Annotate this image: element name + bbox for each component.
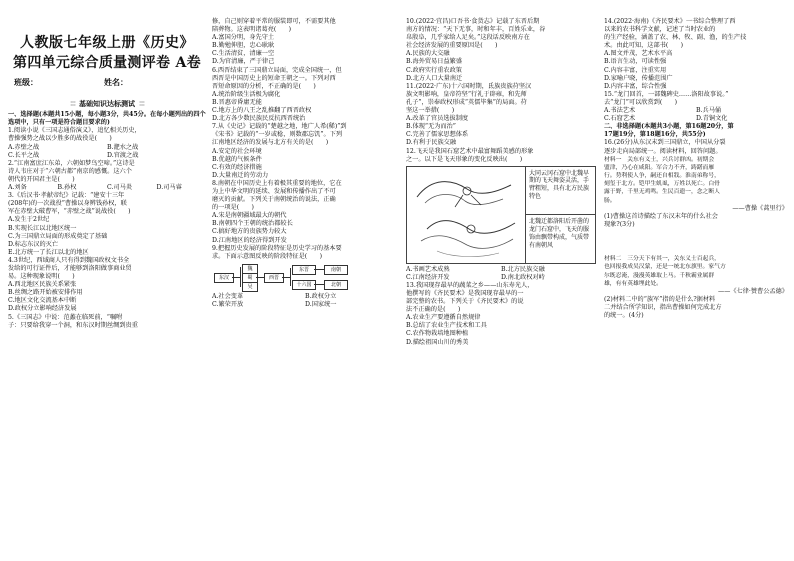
q2-options (8, 184, 206, 192)
material-line: 雄，有有英雄埋此处。 (604, 280, 662, 287)
material-line: 也回报我成吴汉蒙，还是一统北东旗里。家气方 (604, 264, 726, 271)
q7-line: 7.从《史记》记载的“楚越之地，地广人希(稀)”到 (212, 123, 347, 131)
q11-line: 族文明影响，皇帝符坚“行礼于辟雍，和先师 (406, 90, 527, 98)
q7-line: 《宋书》记载的“一岁或稔，则数郡忘饥”。下列 (212, 131, 343, 139)
flying-apsara-image (407, 167, 526, 263)
q12-options (406, 266, 596, 282)
answer-space[interactable] (604, 229, 788, 255)
material-1 (604, 156, 788, 205)
option: D.官渡之战 (107, 151, 139, 159)
q8-line: 为上中华文明的延续、发展和传播作出了不可 (212, 187, 336, 195)
material-line: 刻玺于北方。铠甲生虮虱，万姓以死亡。白骨 (604, 181, 720, 188)
q13-line: 部完整的农书。下列关于《齐民要术》的说 (406, 298, 524, 306)
q12-line: 12.飞天是我国石窟艺术中最富舞蹈美感的形象 (406, 147, 534, 155)
flow-box: 东汉 (214, 273, 234, 283)
q10-line: 10.(2022·宜昌)口吾书·食货志》记载了东晋后期 (406, 18, 540, 25)
option: C.为三国鼎立局面的形成奠定了基础 (8, 232, 108, 240)
option: D.内容丰富，综合性强 (604, 82, 667, 90)
flow-box: 十六国 (292, 280, 316, 290)
option: D.司马睿 (156, 184, 182, 192)
q10-line: 南方的情况：“天下无事，时和年丰，百姓乐业，谷 (406, 26, 546, 34)
q5-options (212, 34, 398, 66)
column-3 (406, 18, 596, 347)
flow-box: 北朝 (324, 280, 348, 290)
q12-figure (406, 166, 596, 264)
option: B.实现长江以北地区统一 (8, 224, 77, 232)
option: C.石窟艺术 (604, 115, 636, 123)
option: D.北方各少数民族民反抗西晋统治 (212, 115, 306, 123)
q2-line: 2.“江南富庶江东弟，六朝如梦鸟空啼。”这诗是 (8, 159, 135, 167)
column-2 (212, 18, 398, 309)
q16-2-line: 二并结合所学知识，指出曹操如何完成北方 (604, 304, 722, 312)
q15-options (604, 107, 788, 123)
flow-box: 西晋 (264, 273, 284, 283)
option: B.政权分立 (305, 292, 337, 300)
caption-yungang: 大同云冈石窟中北魏早期的飞天舞姿灵活，手臂粗短，具有北方民族特色 (526, 167, 595, 216)
q16-1-line: (1)曹操这首诗描绘了东汉末年的什么社会 (604, 212, 718, 220)
part2-title: 二、非选择题(本题共3小题，第16题20分，第 (604, 123, 734, 131)
q13-options (406, 314, 596, 346)
option: B.孙权 (57, 184, 77, 192)
q6-line: 西晋是中国历史上的短命王朝之一。下列对西 (212, 74, 336, 82)
option: A.赤壁之战 (8, 143, 40, 151)
q14-line: 术。由此可知，这部书( ) (604, 42, 684, 50)
q4-line: 发给的可行证件后，才能够到洛阳做事商业贸 (8, 264, 132, 272)
option: D.国家统一 (305, 300, 337, 308)
option: B.南朝四个王朝的统治都较长 (212, 220, 293, 228)
option: A.民族的大交融 (406, 50, 450, 58)
material-line: 盟津，乃心在咸阳。军合力不齐，踌躇而雁 (604, 164, 715, 171)
option: C.繁荣开放 (212, 300, 244, 308)
option: C.农作物栽培地图种植 (406, 330, 469, 338)
flow-box: 魏 (242, 264, 258, 274)
q2-line: 诗人韦庄对于“六朝古都”南京的感慨。这六个 (8, 167, 132, 175)
option: C.内容丰富，注重实用 (604, 66, 667, 74)
q14-line: 的生产经验，涵盖了农、林、牧、副、渔，的生产技 (604, 34, 747, 42)
q10-line: 帛殷阜，几乎家给人足矣。”这段话反映南方在 (406, 34, 530, 42)
q6-line: 晋短命原因的分析，不正确的是( ) (212, 82, 316, 90)
student-info (8, 78, 206, 86)
q8-line: 磨灭的贡献。下列关于南朝统治的说法，正确 (212, 196, 336, 204)
option: B.勤勉伸胆，忠心耿耿 (212, 42, 275, 50)
q16-line: 16.(26分)从东汉末到三国鼎立，中国从分裂 (604, 139, 726, 147)
option: A.农业生产要遵循自然规律 (406, 314, 481, 322)
flow-box: 蜀 (242, 273, 258, 283)
q16-line: 逐步走向局部统一。阅读材料，回答问题。 (604, 147, 722, 155)
option: D.南北政权对峙 (501, 273, 545, 281)
option: D.描绘祖国山川的秀美 (406, 338, 469, 346)
q11-line: 11.(2022·广东)十六国时期，氐族贵族苻坚汉 (406, 82, 532, 90)
option: B.优越的气候条件 (212, 155, 262, 163)
q3-options (8, 216, 206, 256)
option: A.刘备 (8, 184, 27, 192)
q15-line: 去“龙门”可以欣赏到( ) (604, 98, 678, 106)
q1-options (8, 144, 206, 160)
exam-title-line1: 人教版七年级上册《历史》 (20, 35, 194, 51)
material-line: 材料一 关东有义士，兴兵讨群凶。初期会 (604, 156, 715, 163)
q5-line: 陪葬物。这表明诸葛亮( ) (212, 26, 292, 34)
q13-line: 13.我国现存最早的蔬菜之乡——山东寿光人， (406, 281, 534, 289)
caption-longmen: 北魏迁都洛阳后开凿的龙门石窟中，飞天的服饰由飘带构成，气质带有南朝风 (529, 218, 590, 249)
section-title: ∶∶∶∶∶∶ 基础知识达标测试 ∶∶∶∶∶∶ (8, 100, 206, 108)
material-line: 行。势利使人争，嗣还自相戕。淮南弟称号， (604, 173, 720, 179)
q1-line: 1.阅读小说《三国志通俗演义》，追忆相关历史， (8, 127, 141, 135)
material-line: 材料二 三分天下有其一，关东义士百起兵， (604, 256, 720, 263)
q11-options (406, 115, 596, 147)
q7-options (212, 148, 398, 180)
option: C.搞好地方的贵族势力较大 (212, 228, 287, 236)
option: A.安定的社会环境 (212, 147, 262, 155)
option: A.书画艺术成熟 (406, 265, 450, 273)
option: C.地区文化交流基本中断 (8, 297, 77, 305)
option: B.语言生动，可读性强 (604, 58, 667, 66)
option: C.长平之战 (8, 151, 40, 159)
flying-apsara-sketch (407, 167, 525, 263)
q3-line: (208年)的一次战役”曹操以身辨钱孙权，联 (8, 200, 127, 208)
q3-line: 3.《后汉书·孝献帝纪》记载：“建安十三年 (8, 192, 125, 200)
option: C.江南经济开发 (406, 273, 450, 281)
q4-options (8, 281, 206, 313)
q14-line: 以来的农书科学文献，记述了当时农业的 (604, 26, 716, 34)
q5-line: 修，自己则穿着平常的服装即可，不需要其他 (212, 18, 336, 25)
column-1 (8, 18, 206, 330)
option: A.社会变革 (212, 292, 244, 300)
q4-line: 易。这种现象说明( ) (8, 273, 75, 281)
name-label: 姓名： (104, 77, 128, 87)
option: D.大量南迁的劳动力 (212, 171, 269, 179)
q14-line: 14.(2022·海南)《齐民要术》一书综合整理了西 (604, 18, 736, 25)
option: A.富国分明，身先守土 (212, 34, 275, 42)
q12-line: 之一。以下是飞天形象的变化反映出( ) (406, 155, 523, 163)
mc-intro: 一、选择题(本题共15小题，每小题3分，共45分。在每小题列出的四个选项中，只有一项是符合题目要求的) (8, 111, 206, 127)
q1-line: 曹操强势之战以少胜多的战役是( ) (8, 135, 112, 143)
class-label: 班级： (14, 77, 38, 87)
option: D.有利于民族交融 (406, 139, 457, 147)
option: B.总结了农业生产技术和工具 (406, 322, 487, 330)
option: B.海外贸易日益繁盛 (406, 58, 463, 66)
q15-line: 15.“龙门回首，一部魏碑史……洛阳故事说。” (604, 90, 729, 98)
material-2-source: ——《七律·赞曹公孟德》 (717, 287, 788, 295)
option: B.丝绸之路开始被安排作用 (8, 289, 83, 297)
option: D.政权分立影响经济发展 (8, 305, 77, 313)
flow-box: 吴 (242, 282, 258, 292)
option: C.有效的经济措施 (212, 163, 262, 171)
q16-2-line: (2)材料二中的“族军”指的是什么?据材料 (604, 296, 716, 303)
q6-options (212, 91, 398, 123)
part2-title: 17题19分，第18题16分，共55分) (604, 131, 706, 139)
option: E.北方统一了长江以北的地区 (8, 248, 89, 256)
q10-options (406, 50, 596, 82)
option: C.完善了儒家思想体系 (406, 131, 469, 139)
q9-flow-diagram (212, 264, 398, 290)
option: D.为官清廉，严于律己 (212, 58, 275, 66)
option: A.统治阶级生活极为腐化 (212, 90, 281, 98)
material-line: 尔既忍淹，漫漫英雄取上马。千秋霸业属群 (604, 272, 715, 279)
option: C.政府实行重农政策 (406, 66, 462, 74)
q16-1-line: 现象?(3分) (604, 221, 635, 228)
q8-line: 8.南朝在中国历史上有着极其重要的地位，它在 (212, 179, 342, 187)
q2-line: 朝代的开国君主是( ) (8, 175, 75, 183)
q9-options (212, 293, 398, 309)
q16-2-line: 的统一。(4分) (604, 312, 644, 320)
q7-line: 江南地区经济的发展与北方有关的是( ) (212, 139, 329, 147)
material-2 (604, 255, 788, 288)
option: C.地方上的八王之乱推翻了西晋政权 (212, 107, 312, 115)
exam-title-line2: 第四单元综合质量测评卷 A卷 (13, 55, 201, 71)
q8-line: 的一项是( ) (212, 204, 254, 212)
option: B.体现“无为而治” (406, 123, 456, 131)
q4-line: 4.3世纪，西域商人只有得到魏国政权文书全 (8, 256, 130, 264)
option: D.标志东汉的灭亡 (8, 240, 59, 248)
q11-line: 孔子”，崇奉政权形成“英儒毕集”的局面。苻 (406, 98, 527, 106)
q9-line: 求。下面示意图反映的阶段特征是( ) (212, 252, 323, 260)
material-line: 肠。 (604, 197, 616, 204)
q14-options (604, 50, 788, 90)
option: B.兵马俑 (696, 107, 722, 115)
q10-line: 社会经济发展的重要原因是( ) (406, 42, 498, 50)
q13-line: 法不正确的是( ) (406, 306, 461, 314)
option: A.西北地区民族关系紧张 (8, 281, 77, 289)
q11-line: 坚这一举措( ) (406, 107, 455, 115)
option: A.宋是南朝疆域最大的朝代 (212, 212, 287, 220)
q5-line: 子：只要给我穿一个洞，和东汉时期丝绸到贵重 (8, 321, 138, 329)
material-line: 露于野，千里无鸡鸣。生民百遗一，念之断人 (604, 189, 720, 196)
option: D.北方人口大量南迁 (406, 74, 463, 82)
q9-line: 9.把握历史发展的阶段特征是历史学习的基本要 (212, 244, 342, 252)
option: B.淝水之战 (107, 143, 139, 151)
option: C.司马炎 (107, 184, 133, 192)
column-4 (604, 18, 788, 320)
q12-captions (526, 167, 595, 263)
flow-box: 南朝 (324, 265, 348, 275)
option: C.生活清贫，清廉一空 (212, 50, 275, 58)
q8-options (212, 212, 398, 244)
option: B.北方民族交融 (501, 265, 545, 273)
q5-line: 5.《三国志》中说：范蠡在临死前，“嘱咐 (8, 313, 123, 321)
q6-line: 6.西晋结束了三国鼎立局面，完成全国统一，但 (212, 66, 342, 74)
q3-line: 军在赤壁大破曹军，“赤壁之战”说战役( ) (8, 208, 131, 216)
flow-box: 东晋 (292, 265, 316, 275)
option: A.发生于2世纪 (8, 216, 50, 224)
option: D.家喻户晓，传播范围广 (604, 74, 673, 82)
option: A.改革了官员选拔制度 (406, 115, 469, 123)
material-1-source: ——曹操《蒿里行》 (732, 204, 788, 212)
option: A.书法艺术 (604, 107, 636, 115)
option: D.青铜文化 (696, 115, 728, 123)
option: D.江南地区的经济得到开发 (212, 236, 287, 244)
option: B.晋惠帝昏庸无能 (212, 98, 262, 106)
option: A.图文并茂，艺术水平高 (604, 50, 673, 58)
q13-line: 他撰写的《齐民要术》是我国现存最早的一 (406, 289, 524, 297)
